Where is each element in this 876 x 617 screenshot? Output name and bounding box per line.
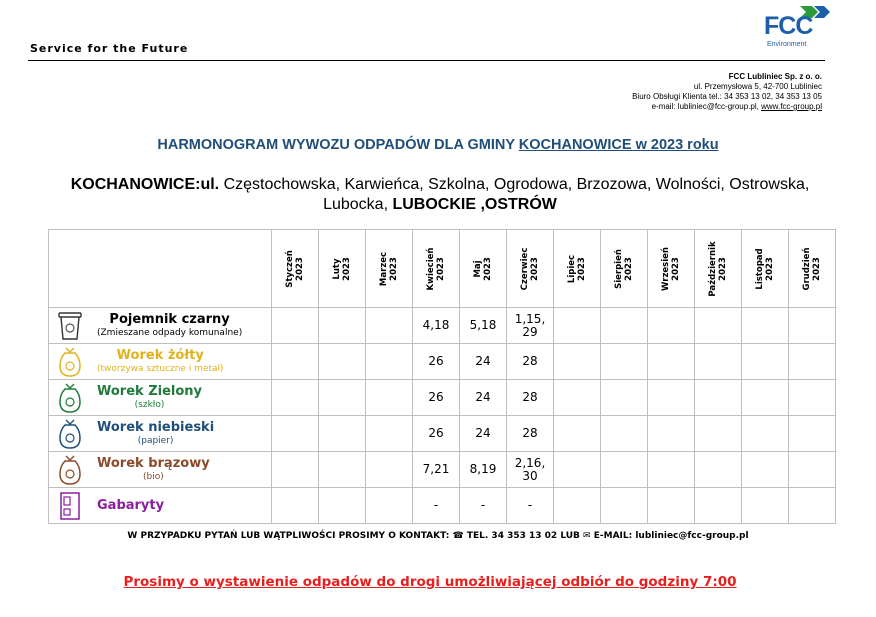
date-cell <box>319 308 366 344</box>
month-name: Październik <box>708 240 718 297</box>
logo-text: FCC <box>764 12 813 40</box>
month-name: Luty <box>332 257 342 280</box>
pickup-dates: 8,19 <box>469 462 497 476</box>
contact-lead: W PRZYPADKU PYTAŃ LUB WĄTPLIWOŚCI PROSIMY O KONTAKT: <box>127 531 453 541</box>
title-prefix: HARMONOGRAM WYWOZU ODPADÓW DLA GMINY <box>157 137 519 153</box>
date-cell <box>742 380 789 416</box>
month-header <box>648 230 695 308</box>
date-cell <box>272 488 319 524</box>
date-cell <box>272 452 319 488</box>
schedule-table <box>48 229 836 524</box>
waste-type-name: Worek żółty <box>116 348 204 363</box>
month-label <box>473 257 493 281</box>
month-label <box>802 247 822 290</box>
date-cell <box>601 452 648 488</box>
date-cell <box>460 380 507 416</box>
date-cell <box>695 488 742 524</box>
date-cell <box>648 344 695 380</box>
date-cell <box>507 488 554 524</box>
date-cell <box>319 416 366 452</box>
month-year: 2023 <box>624 256 634 281</box>
date-cell <box>413 452 460 488</box>
month-name: Maj <box>473 259 483 278</box>
date-cell <box>366 488 413 524</box>
month-label <box>332 257 352 281</box>
pickup-dates: 28 <box>522 426 538 440</box>
month-header <box>319 230 366 308</box>
streets-heading <box>40 175 840 215</box>
header-corner <box>49 230 272 308</box>
pickup-dates: - <box>433 498 439 512</box>
month-label <box>285 250 305 288</box>
date-cell <box>601 308 648 344</box>
month-name: Wrzesień <box>661 246 671 291</box>
date-cell <box>366 380 413 416</box>
blue-bag-icon <box>51 417 89 451</box>
bulky-waste-icon <box>51 489 89 523</box>
waste-type-name: Gabaryty <box>97 498 165 513</box>
date-cell <box>413 308 460 344</box>
month-header-row <box>49 230 836 308</box>
date-cell <box>554 488 601 524</box>
company-name: FCC Lubliniec Sp. z o. o. <box>728 72 822 81</box>
date-cell <box>648 452 695 488</box>
waste-type-name: Worek Zielony <box>97 384 203 399</box>
waste-type-name: Pojemnik czarny <box>109 312 230 327</box>
month-header <box>507 230 554 308</box>
waste-type-cell <box>49 452 272 488</box>
table-row <box>49 380 836 416</box>
date-cell <box>554 416 601 452</box>
month-year: 2023 <box>389 256 399 281</box>
date-cell <box>272 416 319 452</box>
month-header <box>789 230 836 308</box>
table-row <box>49 344 836 380</box>
waste-type-description: (papier) <box>137 436 174 446</box>
pickup-dates: 5,18 <box>469 318 497 332</box>
waste-type-cell <box>49 308 272 344</box>
date-cell <box>413 380 460 416</box>
table-row <box>49 416 836 452</box>
date-cell <box>507 308 554 344</box>
month-header <box>460 230 507 308</box>
date-cell <box>648 308 695 344</box>
waste-type-description: (tworzywa sztuczne i metal) <box>97 364 224 374</box>
waste-type-cell <box>49 416 272 452</box>
date-cell <box>695 380 742 416</box>
title-municipality: KOCHANOWICE w 2023 roku <box>518 137 719 153</box>
month-year: 2023 <box>436 256 446 281</box>
waste-type-cell <box>49 380 272 416</box>
waste-type-name: Worek brązowy <box>97 456 210 471</box>
waste-type-description: (szkło) <box>134 400 165 410</box>
month-year: 2023 <box>530 256 540 281</box>
date-cell <box>554 380 601 416</box>
month-year: 2023 <box>718 256 728 281</box>
month-label <box>614 249 634 289</box>
black-bin-icon <box>51 309 89 343</box>
month-name: Lipiec <box>567 254 577 283</box>
waste-type-name: Worek niebieski <box>97 420 215 435</box>
month-year: 2023 <box>295 256 305 281</box>
month-header <box>413 230 460 308</box>
date-cell <box>319 452 366 488</box>
pickup-dates: 7,21 <box>422 462 450 476</box>
date-cell <box>789 344 836 380</box>
pickup-dates: 28 <box>522 354 538 368</box>
date-cell <box>460 344 507 380</box>
table-row <box>49 488 836 524</box>
pickup-dates: - <box>480 498 486 512</box>
date-cell <box>366 452 413 488</box>
date-cell <box>460 308 507 344</box>
contact-email: E-MAIL: lubliniec@fcc-group.pl <box>590 531 749 541</box>
date-cell <box>695 416 742 452</box>
month-name: Listopad <box>755 247 765 290</box>
month-header <box>695 230 742 308</box>
date-cell <box>789 452 836 488</box>
brown-bag-icon <box>51 453 89 487</box>
company-email: e-mail: lubliniec@fcc-group.pl, <box>651 102 762 111</box>
date-cell <box>507 380 554 416</box>
month-year: 2023 <box>765 256 775 281</box>
month-year: 2023 <box>483 256 493 281</box>
waste-type-description: (Zmieszane odpady komunalne) <box>97 328 243 338</box>
table-row <box>49 452 836 488</box>
contact-line <box>0 531 876 541</box>
month-name: Marzec <box>379 251 389 286</box>
green-bag-icon <box>51 381 89 415</box>
date-cell <box>554 452 601 488</box>
pickup-dates: 26 <box>428 426 444 440</box>
company-phones: Biuro Obsługi Klienta tel.: 34 353 13 02, 34 353 13 05 <box>632 92 822 101</box>
date-cell <box>366 344 413 380</box>
month-year: 2023 <box>577 256 587 281</box>
date-cell <box>366 308 413 344</box>
date-cell <box>648 416 695 452</box>
date-cell <box>648 488 695 524</box>
month-name: Styczeń <box>285 249 295 288</box>
month-label <box>755 248 775 289</box>
date-cell <box>742 308 789 344</box>
pickup-dates: 24 <box>475 426 491 440</box>
date-cell <box>742 416 789 452</box>
phone-icon: ☎ <box>452 531 464 541</box>
date-cell <box>272 380 319 416</box>
date-cell <box>789 416 836 452</box>
contact-phone: TEL. 34 353 13 02 LUB <box>463 531 584 541</box>
waste-type-cell <box>49 488 272 524</box>
date-cell <box>507 344 554 380</box>
pickup-dates: 1,15, 29 <box>514 311 546 339</box>
month-name: Czerwiec <box>520 247 530 290</box>
pickup-dates: 2,16, 30 <box>514 455 546 483</box>
month-label <box>379 251 399 285</box>
month-label <box>661 247 681 291</box>
date-cell <box>272 344 319 380</box>
month-label <box>426 247 446 290</box>
logo-subtext: Environment <box>767 41 807 48</box>
month-header <box>554 230 601 308</box>
mail-icon: ✉ <box>583 531 591 541</box>
pickup-dates: 28 <box>522 390 538 404</box>
date-cell <box>742 344 789 380</box>
streets-tail: LUBOCKIE ,OSTRÓW <box>392 196 557 213</box>
month-header <box>742 230 789 308</box>
month-label <box>708 241 728 296</box>
month-header <box>601 230 648 308</box>
pickup-dates: 24 <box>475 354 491 368</box>
header-divider <box>28 60 825 61</box>
date-cell <box>695 344 742 380</box>
date-cell <box>272 308 319 344</box>
date-cell <box>695 452 742 488</box>
page-title <box>0 137 876 153</box>
pickup-dates: 24 <box>475 390 491 404</box>
date-cell <box>648 380 695 416</box>
company-address: ul. Przemysłowa 5, 42-700 Lubliniec <box>693 82 822 91</box>
date-cell <box>319 380 366 416</box>
pickup-notice: Prosimy o wystawienie odpadów do drogi umożliwiającej odbiór do godziny 7:00 <box>123 574 737 590</box>
date-cell <box>601 344 648 380</box>
pickup-dates: 4,18 <box>422 318 450 332</box>
streets-list: Częstochowska, Karwieńca, Szkolna, Ogrodowa, Brzozowa, Wolności, Ostrowska, Lubocka, <box>219 176 810 213</box>
waste-type-cell <box>49 344 272 380</box>
date-cell <box>601 416 648 452</box>
date-cell <box>601 380 648 416</box>
month-label <box>520 247 540 290</box>
pickup-dates: - <box>527 498 533 512</box>
date-cell <box>319 488 366 524</box>
month-label <box>567 254 587 282</box>
date-cell <box>460 416 507 452</box>
date-cell <box>695 308 742 344</box>
yellow-bag-icon <box>51 345 89 379</box>
month-year: 2023 <box>812 256 822 281</box>
date-cell <box>413 488 460 524</box>
date-cell <box>413 416 460 452</box>
date-cell <box>507 452 554 488</box>
month-name: Grudzień <box>802 247 812 290</box>
date-cell <box>554 344 601 380</box>
table-row <box>49 308 836 344</box>
date-cell <box>742 488 789 524</box>
date-cell <box>789 380 836 416</box>
month-name: Sierpień <box>614 248 624 289</box>
pickup-dates: 26 <box>428 390 444 404</box>
date-cell <box>742 452 789 488</box>
date-cell <box>789 308 836 344</box>
date-cell <box>789 488 836 524</box>
date-cell <box>460 488 507 524</box>
month-header <box>366 230 413 308</box>
date-cell <box>366 416 413 452</box>
date-cell <box>413 344 460 380</box>
month-header <box>272 230 319 308</box>
date-cell <box>601 488 648 524</box>
waste-type-description: (bio) <box>142 472 164 482</box>
month-year: 2023 <box>342 256 352 281</box>
company-website-link[interactable]: www.fcc-group.pl <box>761 102 822 111</box>
date-cell <box>554 308 601 344</box>
date-cell <box>507 416 554 452</box>
date-cell <box>319 344 366 380</box>
streets-lead: KOCHANOWICE:ul. <box>70 176 220 193</box>
month-name: Kwiecień <box>426 247 436 290</box>
tagline: Service for the Future <box>30 42 189 55</box>
fcc-logo <box>764 4 834 50</box>
pickup-dates: 26 <box>428 354 444 368</box>
date-cell <box>460 452 507 488</box>
month-year: 2023 <box>671 256 681 281</box>
company-info <box>632 72 822 112</box>
